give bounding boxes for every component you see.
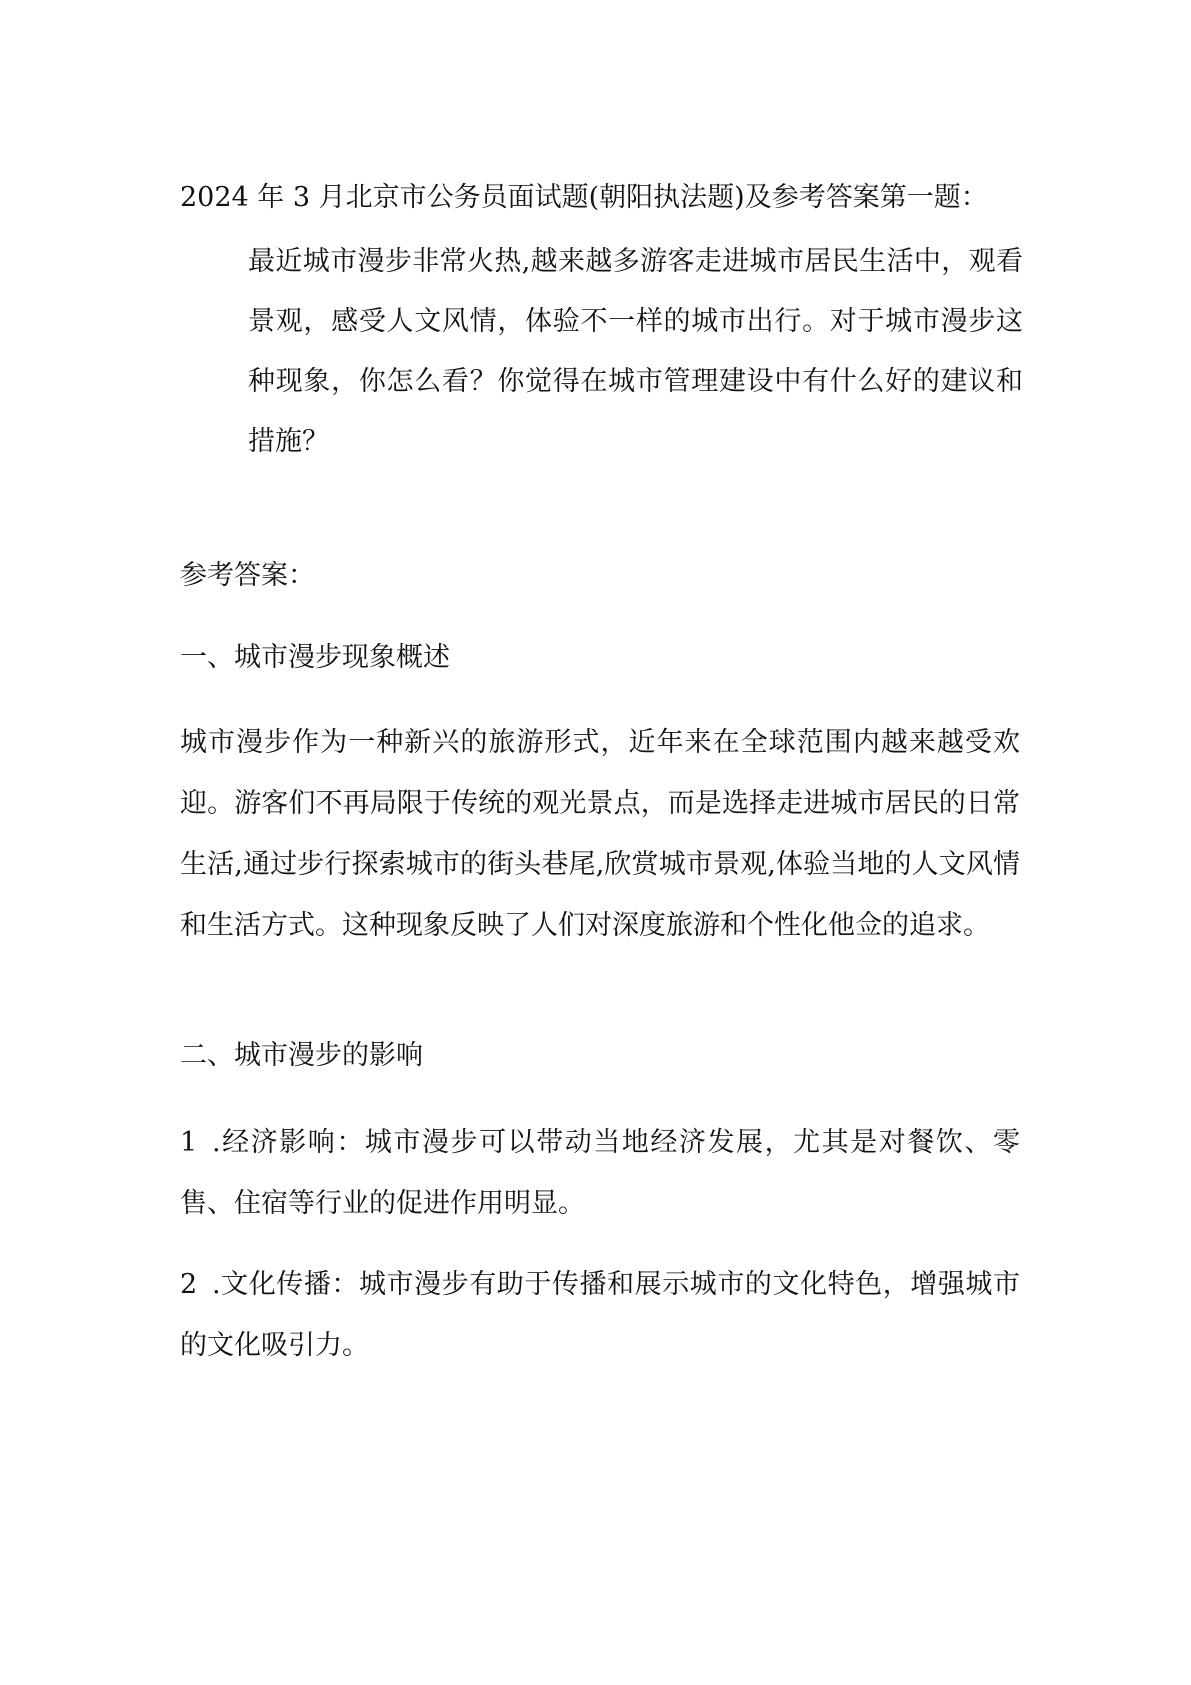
answer-heading: 参考答案：: [180, 560, 315, 591]
section2-heading: 二、城市漫步的影响: [180, 1040, 423, 1071]
list-item-number: 2: [180, 1269, 198, 1300]
question-text: 最近城市漫步非常火热,越来越多游客走进城市居民生活中，观看景观，感受人文风情，体验不一样的城市出行。对于城市漫步这种现象，你怎么看？你觉得在城市管理建设中有什么好的建议和措施？: [248, 246, 1023, 457]
section1-body: 城市漫步作为一种新兴的旅游形式，近年来在全球范围内越来越受欢迎。游客们不再局限于传统的观光景点，而是选择走进城市居民的日常生活,通过步行探索城市的街头巷尾,欣赏城市景观,体验当地的人文风情和生活方式。这种现象反映了人们对深度旅游和个性化他佥的追求。: [180, 727, 1020, 941]
list-item-number: 1: [180, 1127, 198, 1158]
section1-heading: 一、城市漫步现象概述: [180, 642, 450, 673]
list-item-economic: [180, 1112, 1020, 1234]
title-line: 2024 年 3 月北京市公务员面试题(朝阳执法题)及参考答案第一题：: [180, 182, 988, 213]
list-item-text: .文化传播：城市漫步有助于传播和展示城市的文化特色，增强城市的文化吸引力。: [180, 1269, 1020, 1361]
list-item-text: .经济影响：城市漫步可以带动当地经济发展，尤其是对餐饮、零售、住宿等行业的促进作用明显。: [180, 1127, 1020, 1219]
list-item-culture: [180, 1254, 1020, 1376]
